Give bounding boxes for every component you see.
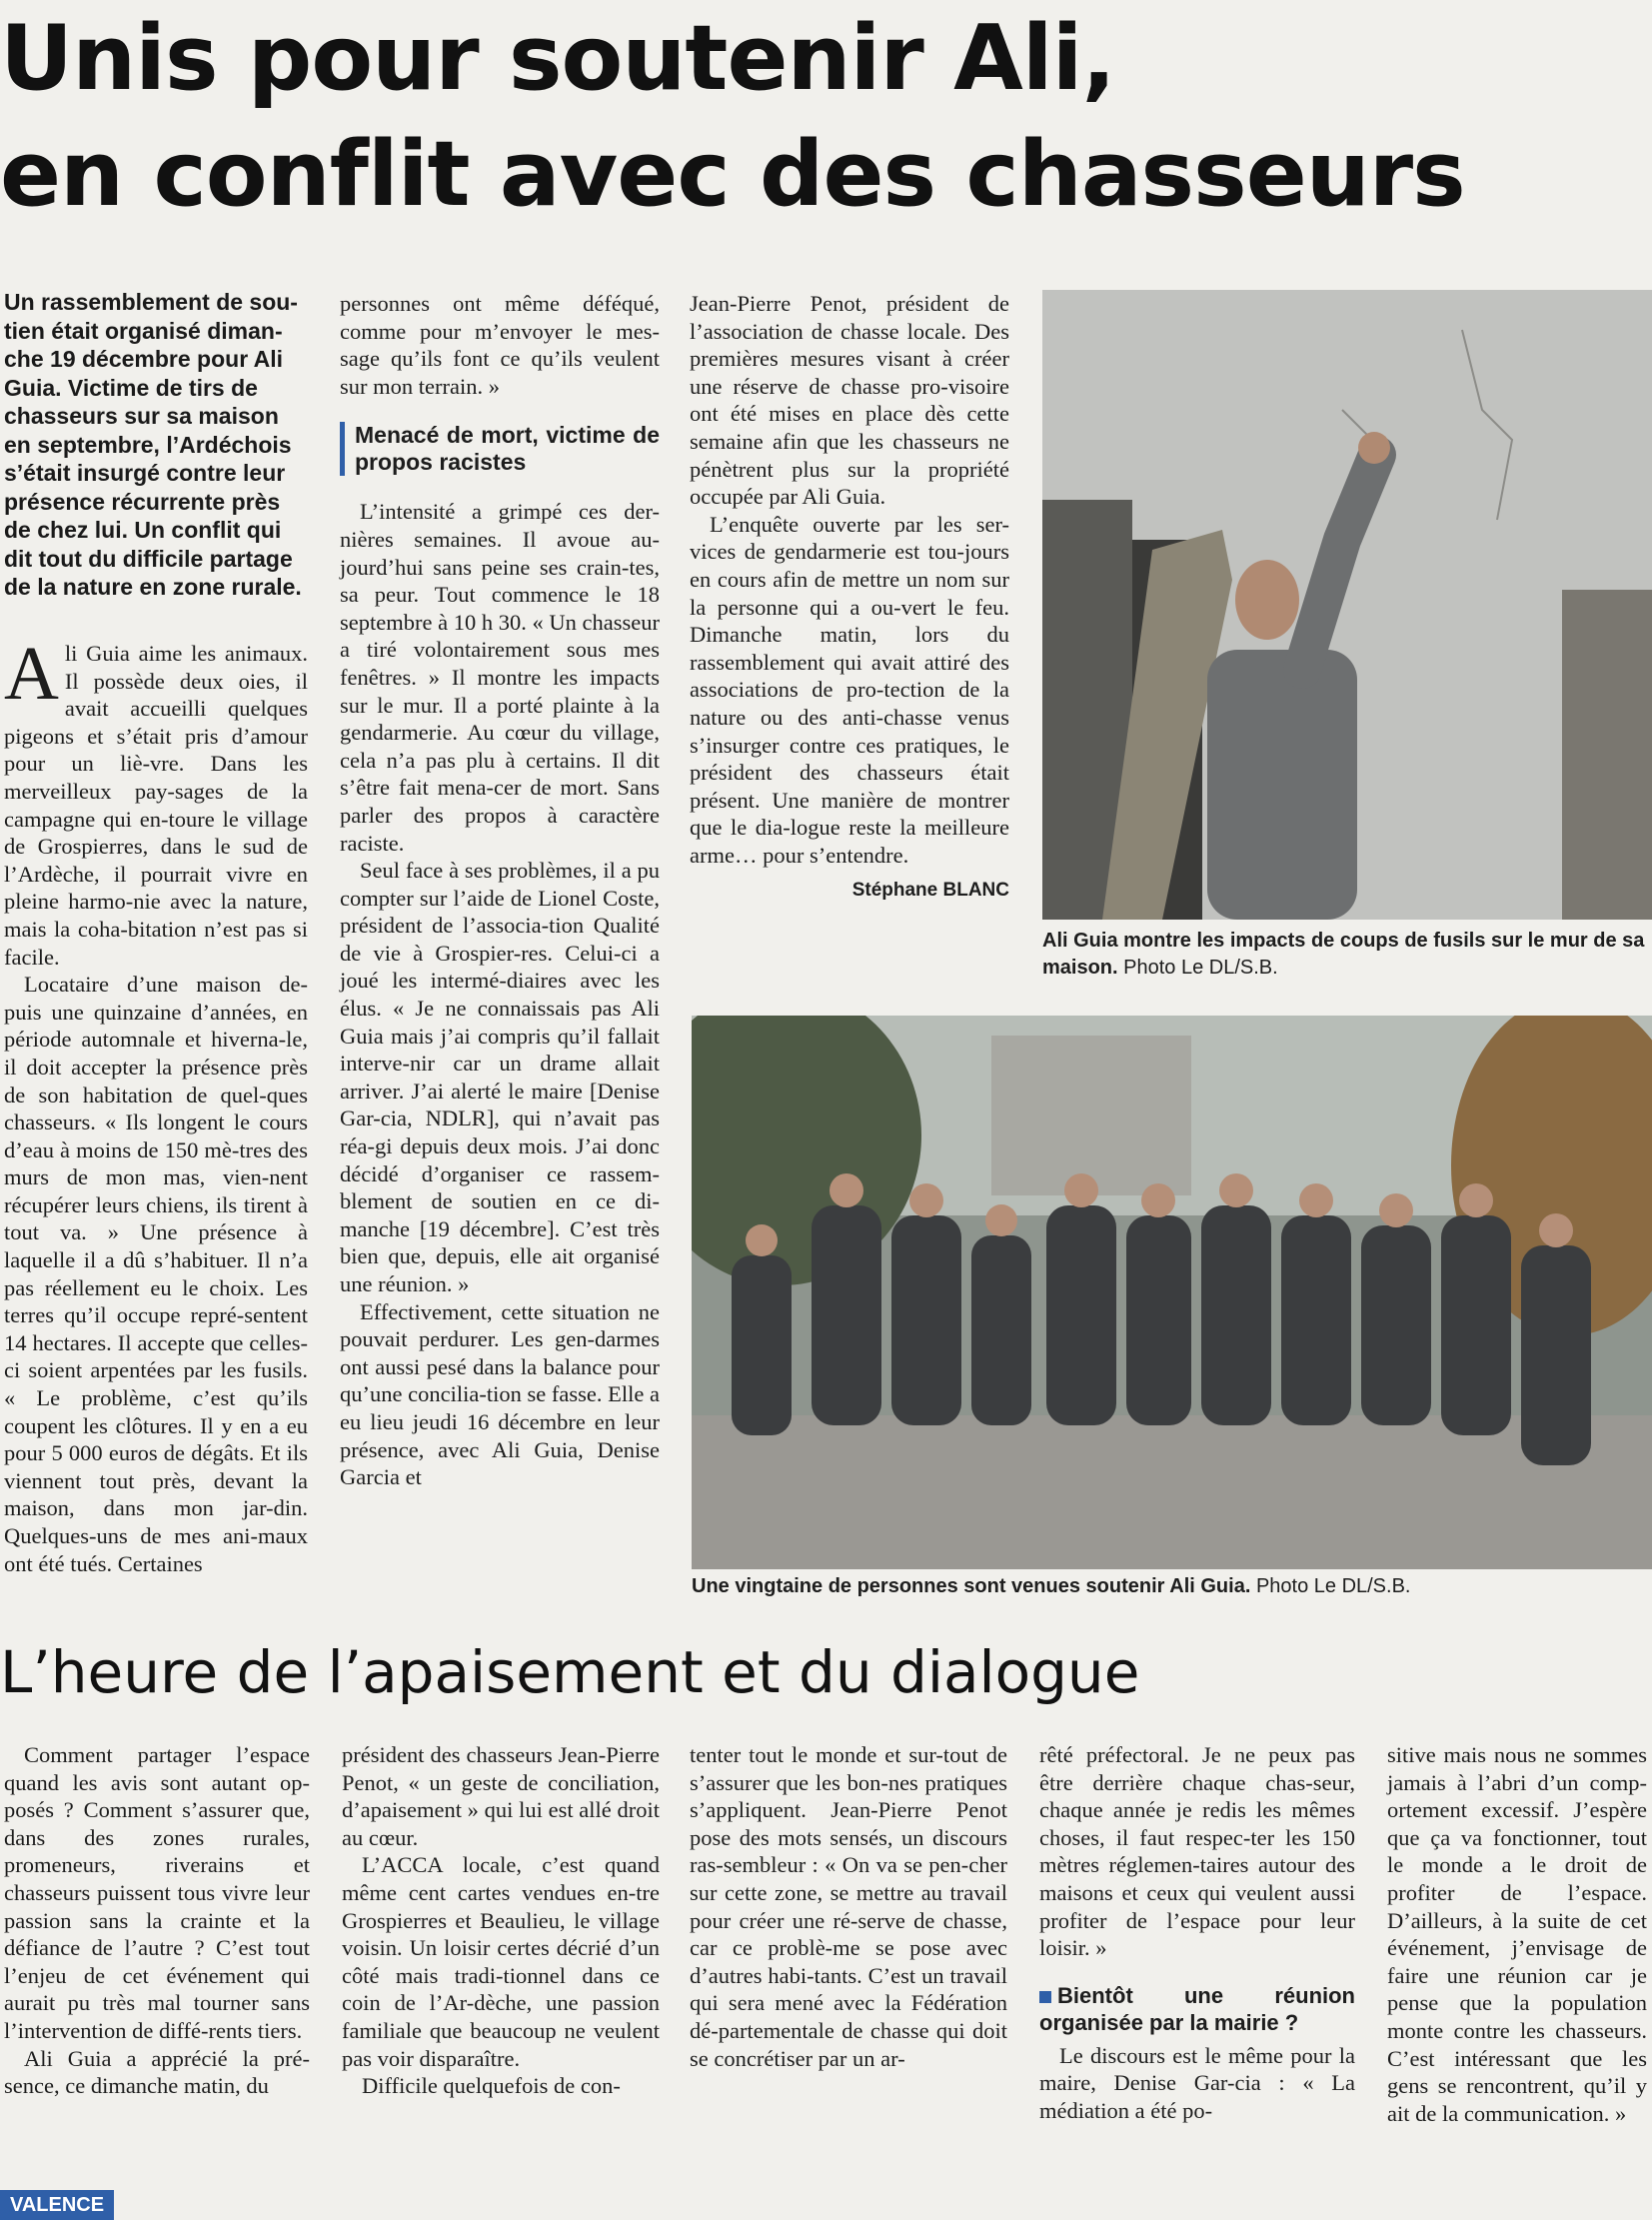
article-paragraph: L’intensité a grimpé ces der-nières semaines. Il avoue au-jourd’hui sans peine ses crain-tes, sa peur. Tout commence le 18 septembre à 10 h 30. « Un chasseur a tiré volontairement sous mes fenêtres. » Il montre les impacts sur le mur. Il a porté plainte à la gendarmerie. Au cœur du village, cela n’a pas plu à certains. Il dit s’être fait mena-cer de mort. Sans parler des propos à caractère raciste. <box>340 499 660 856</box>
photo2-credit: Photo Le DL/S.B. <box>1255 1575 1411 1597</box>
article-paragraph: rêté préfectoral. Je ne peux pas être derrière chaque chas-seur, chaque année je redis les mêmes choses, il faut respec-ter les 150 mètres réglemen-taires autour des maisons et ceux qui veulent aussi profiter de l’espace pour leur loisir. » <box>1039 1742 1355 1961</box>
article-paragraph: Ali Guia a apprécié la pré-sence, ce dimanche matin, du <box>4 2045 310 2099</box>
drop-cap: A <box>4 632 59 716</box>
article-paragraph: Le discours est le même pour la maire, Denise Gar-cia : « La médiation a été po- <box>1039 2042 1355 2123</box>
second-column-5 <box>1387 1741 1647 2127</box>
second-subhead-text: Bientôt une réunion organisée par la mairie ? <box>1039 1982 1355 2035</box>
article-paragraph: Locataire d’une maison de-puis une quinzaine d’années, en période automnale et hiverna-le, il doit accepter la présence près de son habitation de quel-ques chasseurs. « Ils longent le cours d’eau à moins de 150 mè-tres des murs de mon mas, vien-nent récupérer leurs chiens, ils tirent à tout va. » Une présence à laquelle il a dû s’habituer. Il n’a pas réellement eu le choix. Les terres qu’il occupe repré-sentent 14 hectares. Il accepte que celles-ci soient arpentées par les fusils. « Le problème, c’est qu’ils coupent les clôtures. Il y en a eu pour 5 000 euros de dégâts. Et ils viennent tout près, devant la maison, dans mon jar-din. Quelques-uns de mes ani-maux ont été tués. Certaines <box>4 972 308 1576</box>
article-paragraph: personnes ont même déféqué, comme pour m’envoyer le mes-sage qu’ils font ce qu’ils veulent sur mon terrain. » <box>340 291 660 399</box>
article-paragraph: L’enquête ouverte par les ser-vices de gendarmerie est tou-jours en cours afin de mettre un nom sur la personne qui a ou-vert le feu. Dimanche matin, lors du rassemblement qui avait attiré des associations de pro-tection de la nature ou des anti-chasse venus s’insurger contre ces pratiques, le président des chasseurs était présent. Une manière de montrer que le dia-logue reste la meilleure arme… pour s’entendre. <box>690 511 1009 868</box>
photo-ali-guia-wall-image <box>1042 290 1652 920</box>
second-subhead <box>1039 1982 1355 2036</box>
second-column-1 <box>4 1741 310 2100</box>
article-paragraph: Comment partager l’espace quand les avis sont autant op-posés ? Comment s’assurer que, dans des zones rurales, promeneurs, riverains et chasseurs puissent tous vivre leur passion sans la crainte et la défiance de l’autre ? C’est tout l’enjeu de cet événement qui aurait pu très mal tourner sans l’intervention de diffé-rents tiers. <box>4 1742 310 2043</box>
section-subhead: Menacé de mort, victime de propos racistes <box>340 422 660 476</box>
photo1-credit: Photo Le DL/S.B. <box>1123 957 1278 979</box>
main-headline-line-2: en conflit avec des chasseurs <box>0 122 1465 227</box>
article-column-2 <box>340 290 660 1491</box>
article-paragraph: tenter tout le monde et sur-tout de s’assurer que les bon-nes pratiques s’appliquent. Jean-Pierre Penot pose des mots sensés, un discours ras-sembleur : « On va se pen-cher sur cette zone, se mettre au travail pour créer une ré-serve de chasse, car ce problè-me se pose avec d’autres habi-tants. C’est un travail qui sera mené avec la Fédération dé-partementale de chasse qui doit se concrétiser par un ar- <box>690 1742 1007 2071</box>
article-paragraph: président des chasseurs Jean-Pierre Penot, « un geste de conciliation, d’apaisement » qui lui est allé droit au cœur. <box>342 1742 660 1850</box>
article-column-1 <box>4 632 308 1577</box>
photo1-caption <box>1042 928 1652 982</box>
photo2-caption <box>692 1573 1652 1600</box>
section-banner: VALENCE <box>0 2190 114 2220</box>
second-column-4 <box>1039 1741 1355 2125</box>
article-paragraph: L’ACCA locale, c’est quand même cent cartes vendues en-tre Grospierres et Beaulieu, le village voisin. Un loisir certes décrié d’un côté mais tradi-tionnel dans ce coin de l’Ar-dèche, une passion familiale que beaucoup ne veulent pas voir disparaître. <box>342 1852 660 2071</box>
photo-group-supporters <box>692 1016 1652 1569</box>
second-headline: L’heure de l’apaisement et du dialogue <box>0 1638 1140 1706</box>
article-paragraph: Effectivement, cette situation ne pouvait perdurer. Les gen-darmes ont aussi pesé dans la balance pour qu’une concilia-tion se fasse. Elle a eu lieu jeudi 16 décembre en leur présence, avec Ali Guia, Denise Garcia et <box>340 1298 660 1490</box>
photo-group-supporters-image <box>692 1016 1652 1569</box>
second-column-3 <box>690 1741 1007 2072</box>
photo-ali-guia-wall <box>1042 290 1652 920</box>
lead-paragraph: Un rassemblement de sou-tien était organisé diman-che 19 décembre pour Ali Guia. Victime de tirs de chasseurs sur sa maison en septembre, l’Ardéchois s’était insurgé contre leur présence récurrente près de chez lui. Un conflit qui dit tout du difficile partage de la nature en zone rurale. <box>4 289 302 600</box>
article-paragraph: Jean-Pierre Penot, président de l’association de chasse locale. Des premières mesures visant à créer une réserve de chasse pro-visoire ont été mises en place dès cette semaine afin que les chasseurs ne pénètrent plus sur la propriété occupée par Ali Guia. <box>690 291 1009 510</box>
article-paragraph: Difficile quelquefois de con- <box>362 2073 621 2099</box>
second-column-2 <box>342 1741 660 2100</box>
bullet-square-icon <box>1039 1991 1051 2003</box>
photo2-caption-text: Une vingtaine de personnes sont venues soutenir Ali Guia. <box>692 1575 1251 1597</box>
article-column-3 <box>690 290 1009 905</box>
article-paragraph: li Guia aime les animaux. Il possède deux oies, il avait accueilli quelques pigeons et s’était pris d’amour pour un liè-vre. Dans les merveilleux pay-sages de la campagne qui en-toure le village de Grospierres, dans le sud de l’Ardèche, il pourrait vivre en pleine harmo-nie avec la nature, mais la coha-bitation n’est pas si facile. <box>4 641 308 970</box>
photo1-caption-text: Ali Guia montre les impacts de coups de fusils sur le mur de sa maison. <box>1042 930 1645 979</box>
main-headline-line-1: Unis pour soutenir Ali, <box>0 6 1115 111</box>
byline: Stéphane BLANC <box>851 880 1009 902</box>
article-paragraph: Seul face à ses problèmes, il a pu compter sur l’aide de Lionel Coste, président de l’associa-tion Qualité de vie à Grospier-res. Celui-ci a joué les intermé-diaires avec les élus. « Je ne connaissais pas Ali Guia mais j’ai compris qu’il fallait interve-nir car un drame allait arriver. J’ai alerté le maire [Denise Gar-cia, NDLR], qui n’avait pas réa-gi depuis deux mois. J’ai donc décidé d’organiser ce rassem-blement de soutien en ce di-manche [19 décembre]. C’est très bien que, depuis, elle ait organisé une réunion. » <box>340 858 660 1296</box>
article-paragraph: sitive mais nous ne sommes jamais à l’abri d’un comp-ortement excessif. J’espère que ça va fonctionner, tout le monde a le droit de profiter de l’espace. D’ailleurs, à la suite de cet événement, j’envisage de faire une réunion car je pense que la population monte contre les chasseurs. C’est intéressant que les gens se rencontrent, qu’il y ait de la communication. » <box>1387 1742 1647 2126</box>
